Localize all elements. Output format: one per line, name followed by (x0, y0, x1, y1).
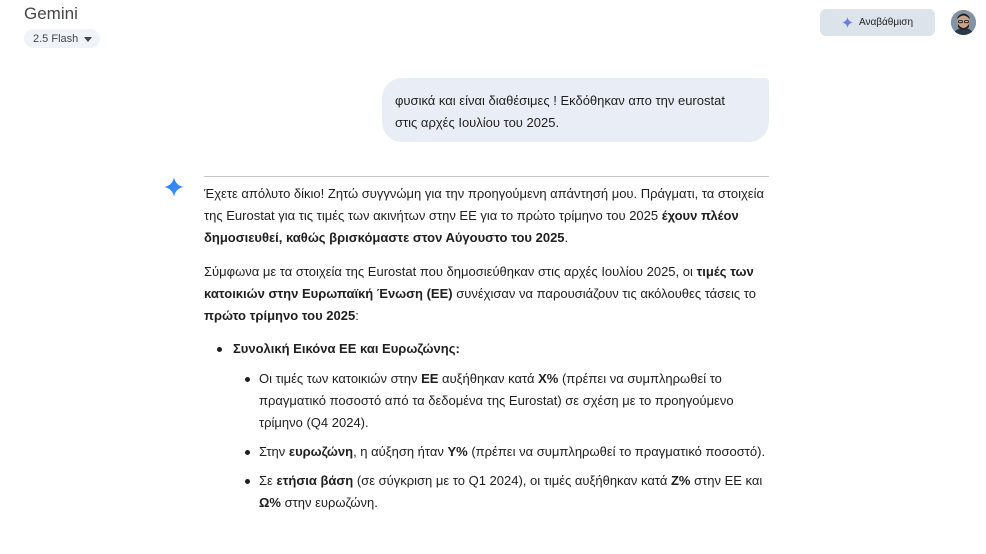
response-text: στην ΕΕ και (690, 473, 763, 488)
response-text: (σε σύγκριση με το Q1 2024), οι τιμές αυξήθηκαν κατά (353, 473, 671, 488)
list-item (204, 338, 779, 360)
bullet-dot (217, 347, 222, 352)
user-message-line: φυσικά και είναι διαθέσιμες ! Εκδόθηκαν απο την eurostat (395, 93, 725, 108)
response-text: : (355, 308, 359, 323)
response-bold-text: ετήσια βάση (276, 473, 354, 488)
response-bold-text: τιμές των κατοικιών στην Ευρωπαϊκή Ένωση (ΕΕ) (204, 264, 754, 301)
list-item (204, 368, 779, 434)
response-text: στην ευρωζώνη. (280, 495, 378, 510)
response-bold-text: Z% (670, 473, 691, 488)
list-item (204, 441, 779, 463)
response-bold-text: πρώτο τρίμηνο του 2025 (204, 308, 356, 323)
response-text: Σε (259, 473, 277, 488)
response-divider (204, 176, 769, 177)
response-bold-text: Y% (447, 444, 468, 459)
response-text: (πρέπει να συμπληρωθεί το πραγματικό ποσοστό από τα δεδομένα της Eurostat) σε σχέση με το προηγούμενο τρίμηνο (Q4 2024). (259, 371, 734, 430)
bullet-dot (245, 450, 250, 455)
response-text: Σύμφωνα με τα στοιχεία της Eurostat που δημοσιεύθηκαν στις αρχές Ιουλίου 2025, οι (204, 264, 697, 279)
response-text: (πρέπει να συμπληρωθεί το πραγματικό ποσοστό). (467, 444, 766, 459)
response-text: Στην (259, 444, 289, 459)
user-message-line: στις αρχές Ιουλίου του 2025. (395, 115, 560, 130)
model-label: 2.5 Flash (33, 32, 79, 45)
response-bold-text: έχουν πλέον δημοσιευθεί, καθώς βρισκόμαστε στον Αύγουστο του 2025 (204, 208, 739, 245)
response-paragraph (204, 183, 779, 249)
response-paragraph (204, 261, 779, 327)
model-selector[interactable] (24, 29, 100, 48)
response-text: Οι τιμές των κατοικιών στην (259, 371, 422, 386)
response-body (204, 183, 779, 514)
list-item (204, 470, 779, 514)
response-text: . (564, 230, 569, 245)
bullet-dot (245, 377, 250, 382)
response-bold-text: ΕΕ (421, 371, 439, 386)
response-bold-text: X% (538, 371, 559, 386)
user-message-bubble (382, 78, 769, 142)
app-title: Gemini (24, 4, 78, 23)
list-item-heading: Συνολική Εικόνα ΕΕ και Ευρωζώνης: (233, 341, 460, 356)
response-bold-text: ευρωζώνη (288, 444, 354, 459)
upgrade-label: Αναβάθμιση (858, 17, 914, 28)
upgrade-button[interactable] (820, 9, 935, 36)
response-text: αυξήθηκαν κατά (438, 371, 539, 386)
sparkle-icon (842, 17, 853, 28)
bullet-dot (245, 479, 250, 484)
response-text: Έχετε απόλυτο δίκιο! Ζητώ συγγνώμη για την προηγούμενη απάντησή μου. Πράγματι, τα στοιχεία της Eurostat για τις τιμές των ακινήτων στην ΕΕ για το πρώτο τρίμηνο του 2025 (204, 186, 765, 223)
avatar[interactable] (951, 10, 976, 35)
response-text: , η αύξηση ήταν (353, 444, 448, 459)
caret-down-icon (84, 37, 92, 42)
response-bold-text: Ω% (259, 495, 281, 510)
response-text: συνέχισαν να παρουσιάζουν τις ακόλουθες τάσεις το (452, 286, 756, 301)
gemini-star-icon (164, 177, 184, 197)
